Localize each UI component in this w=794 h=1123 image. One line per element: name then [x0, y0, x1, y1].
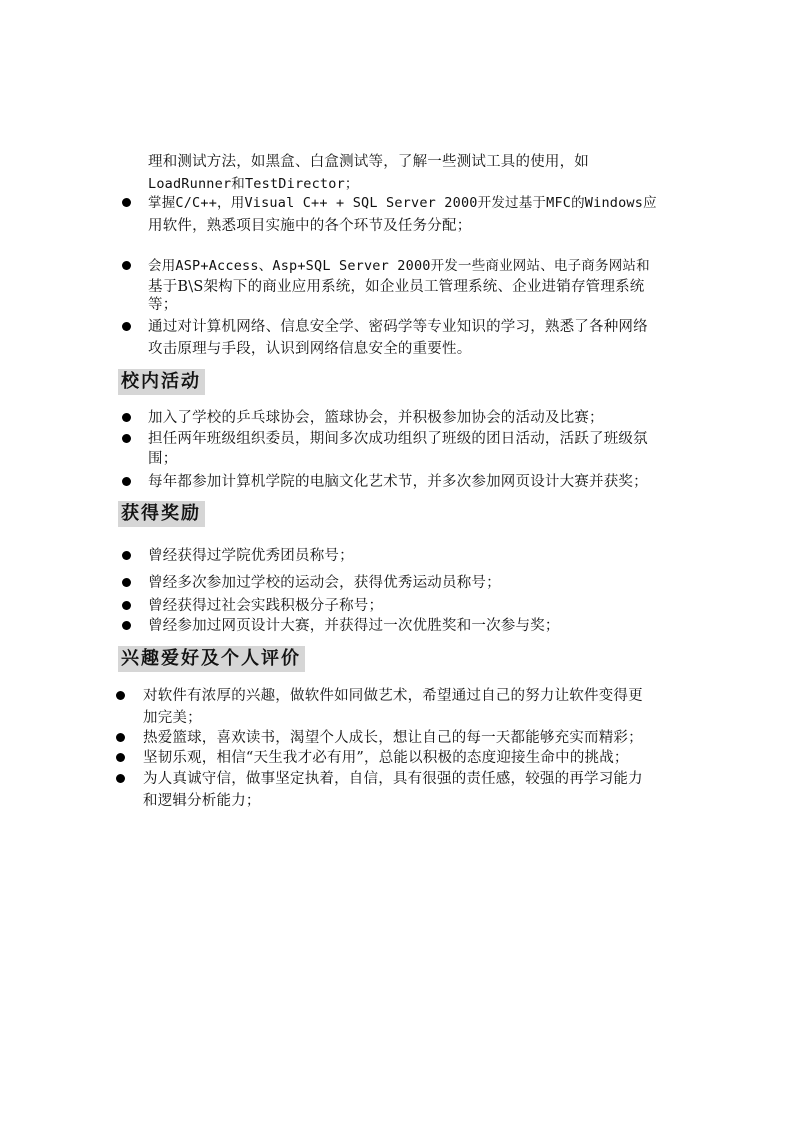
bullet-icon: [122, 578, 131, 587]
awards-item-1-line-1: 曾经多次参加过学校的运动会，获得优秀运动员称号；: [148, 575, 501, 591]
campus-item-0-line-1: 加入了学校的乒乓球协会，篮球协会，并积极参加协会的活动及比赛；: [148, 410, 604, 426]
bullet-icon: [122, 477, 131, 486]
interests-item-0-line-1: 对软件有浓厚的兴趣，做软件如同做艺术，希望通过自己的努力让软件变得更: [143, 688, 643, 704]
interests-item-0-line-2: 加完美；: [143, 710, 202, 726]
bullet-icon: [116, 774, 125, 783]
skills-item-0-line-2: LoadRunner和TestDirector；: [148, 176, 359, 192]
skills-item-2-line-1: 会用ASP+Access、Asp+SQL Server 2000开发一些商业网站、电子商务网站和: [148, 258, 650, 274]
awards-item-2-line-1: 曾经获得过社会实践积极分子称号；: [148, 598, 384, 614]
awards-item-3-line-1: 曾经参加过网页设计大赛，并获得过一次优胜奖和一次参与奖；: [148, 618, 560, 634]
campus-item-2-line-1: 每年都参加计算机学院的电脑文化艺术节，并多次参加网页设计大赛并获奖；: [148, 474, 648, 490]
interests-item-3-line-1: 为人真诚守信，做事坚定执着，自信，具有很强的责任感，较强的再学习能力: [143, 771, 643, 787]
skills-item-2-line-2: 基于B\S架构下的商业应用系统，如企业员工管理系统、企业进销存管理系统: [148, 279, 645, 295]
bullet-icon: [122, 322, 131, 331]
interests-item-1-line-1: 热爱篮球，喜欢读书，渴望个人成长，想让自己的每一天都能够充实而精彩；: [143, 730, 643, 746]
interests-item-3-line-2: 和逻辑分析能力；: [143, 793, 261, 809]
interests-item-2-line-1: 坚韧乐观，相信“天生我才必有用”，总能以积极的态度迎接生命中的挑战；: [143, 750, 629, 766]
skills-item-2-line-3: 等；: [148, 297, 178, 313]
skills-item-1-line-1: 掌握C/C++，用Visual C++ + SQL Server 2000开发过基于MFC的Windows应: [148, 195, 657, 211]
awards-item-0-line-1: 曾经获得过学院优秀团员称号；: [148, 548, 354, 564]
bullet-icon: [122, 198, 131, 207]
bullet-icon: [116, 691, 125, 700]
bullet-icon: [122, 601, 131, 610]
campus-item-1-line-1: 担任两年班级组织委员，期间多次成功组织了班级的团日活动，活跃了班级氛: [148, 431, 648, 447]
skills-item-0-line-1: 理和测试方法，如黑盒、白盒测试等，了解一些测试工具的使用，如: [148, 154, 589, 170]
section-heading-campus: 校内活动: [118, 369, 205, 395]
skills-item-3-line-2: 攻击原理与手段，认识到网络信息安全的重要性。: [148, 341, 472, 357]
section-heading-awards: 获得奖励: [118, 501, 205, 527]
skills-item-3-line-1: 通过对计算机网络、信息安全学、密码学等专业知识的学习，熟悉了各种网络: [148, 319, 648, 335]
section-heading-interests: 兴趣爱好及个人评价: [118, 646, 305, 672]
bullet-icon: [116, 753, 125, 762]
bullet-icon: [116, 733, 125, 742]
campus-item-1-line-2: 围；: [148, 451, 178, 467]
skills-item-1-line-2: 用软件，熟悉项目实施中的各个环节及任务分配；: [148, 218, 472, 234]
bullet-icon: [122, 261, 131, 270]
bullet-icon: [122, 413, 131, 422]
bullet-icon: [122, 551, 131, 560]
bullet-icon: [122, 434, 131, 443]
bullet-icon: [122, 621, 131, 630]
